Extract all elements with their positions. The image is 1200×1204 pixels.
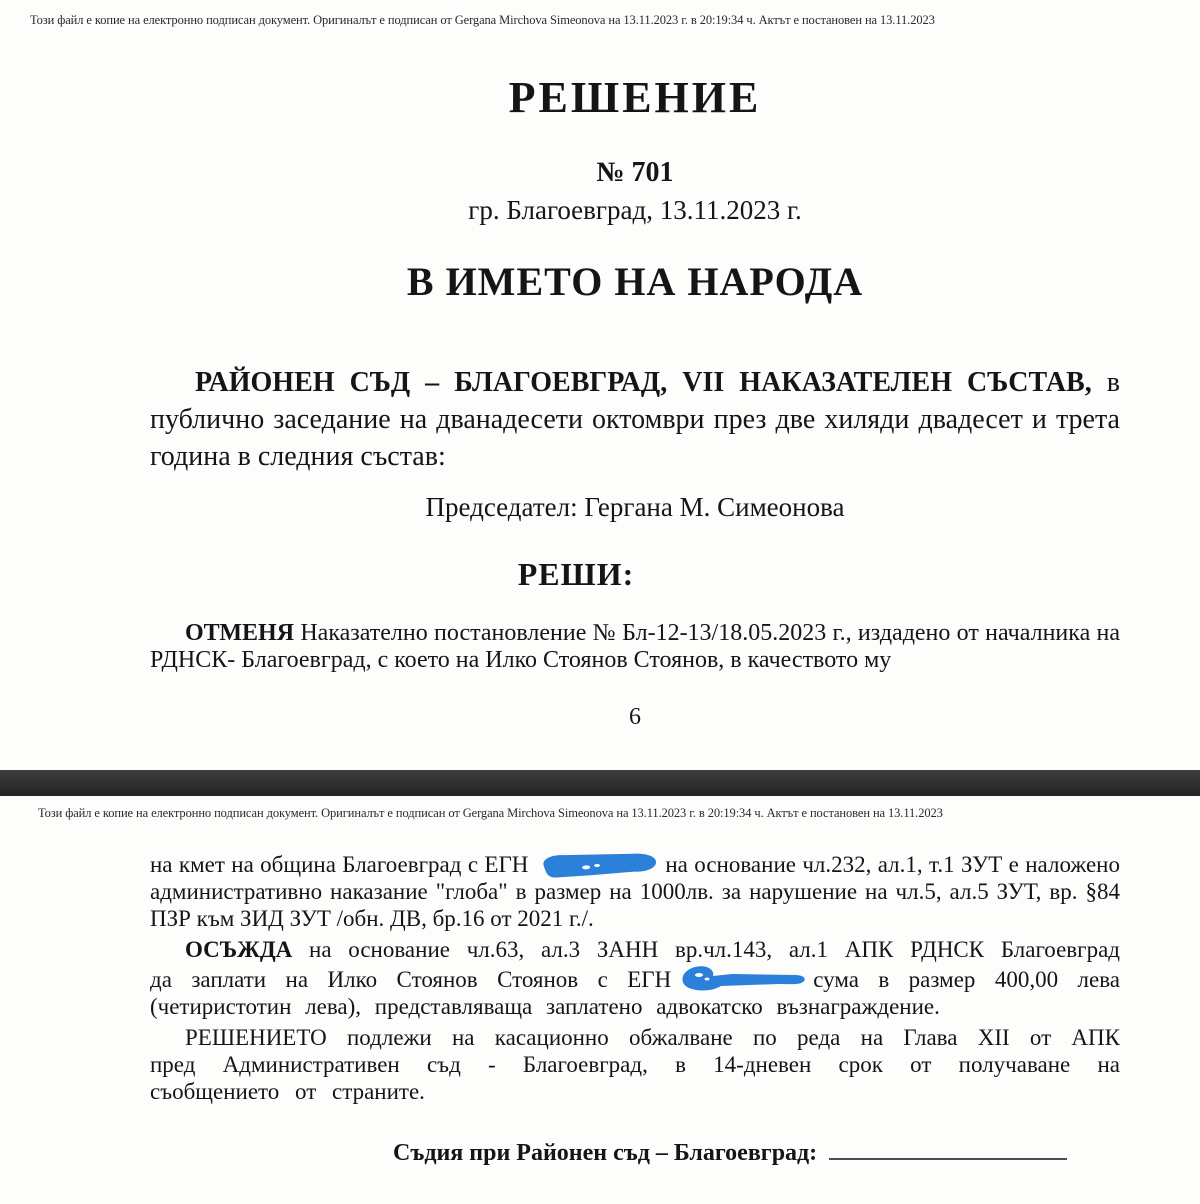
signature-label: Съдия при Районен съд – Благоевград: <box>393 1140 818 1166</box>
place-date-line: гр. Благоевград, 13.11.2023 г. <box>468 195 802 225</box>
page-break-bar <box>0 770 1200 796</box>
court-composition-paragraph <box>150 364 1120 475</box>
paragraph-osazhda <box>150 936 1120 1020</box>
page-number: 6 <box>629 704 641 730</box>
kmet-text-after: на основание чл.232, ал.1, т.1 ЗУТ е наложено административно наказание "глоба" в размер на 1000лв. за нарушение на чл.5, ал.5 ЗУТ, вр. §84 ПЗР към ЗИД ЗУТ /обн. ДВ, бр.16 от 2021 г./. <box>150 852 1120 931</box>
in-the-name-of-the-people-heading: В ИМЕТО НА НАРОДА <box>406 259 864 304</box>
osazhda-keyword: ОСЪЖДА <box>185 937 293 962</box>
judge-signature-line <box>393 1140 1067 1167</box>
paragraph-reshenieto: РЕШЕНИЕТО подлежи на касационно обжалване по реда на Глава XII от АПК пред Административен съд - Благоевград, в 14-дневен срок от получаване на съобщението от страните. <box>150 1025 1120 1104</box>
presiding-judge-line: Председател: Гергана М. Симеонова <box>425 492 845 522</box>
document-title: РЕШЕНИЕ <box>508 73 762 122</box>
redaction-egn-2-icon <box>677 963 807 993</box>
page2-body <box>150 850 1120 1109</box>
kmet-text-before: на кмет на община Благоевград с ЕГН <box>150 852 529 877</box>
paragraph-kmet <box>150 850 1120 932</box>
esignature-notice-page1: Този файл е копие на електронно подписан документ. Оригиналът е подписан от Gergana Mirchova Simeonova на 13.11.2023 г. в 20:19:34 ч. Актът е постановен на 13.11.2023 <box>30 13 935 27</box>
otmenya-keyword: ОТМЕНЯ <box>185 620 295 646</box>
osazhda-text-before: на основание чл.63, ал.3 ЗАНН вр.чл.143, ал.1 АПК РДНСК Благоевград да заплати на Илко Стоянов Стоянов с ЕГН <box>150 937 1120 992</box>
esignature-notice-page2: Този файл е копие на електронно подписан документ. Оригиналът е подписан от Gergana Mirchova Simeonova на 13.11.2023 г. в 20:19:34 ч. Актът е постановен на 13.11.2023 <box>38 806 943 820</box>
paragraph-otmenya <box>150 620 1120 674</box>
signature-blank-rule <box>829 1152 1067 1160</box>
court-name: РАЙОНЕН СЪД – БЛАГОЕВГРАД, VII НАКАЗАТЕЛЕН СЪСТАВ, <box>195 367 1092 398</box>
ruling-heading: РЕШИ: <box>517 556 635 592</box>
redaction-egn-1-icon <box>534 848 660 880</box>
otmenya-text: Наказателно постановление № Бл-12-13/18.05.2023 г., издадено от началника на РДНСК- Благоевград, с което на Илко Стоянов Стоянов, в качеството му <box>150 620 1121 673</box>
case-number: № 701 <box>596 157 674 188</box>
court-composition-text: в публично заседание на дванадесети октомври през две хиляди двадесет и трета година в следния състав: <box>150 367 1120 472</box>
osazhda-text-after: сума в размер 400,00 лева (четиристотин лева), представляваща заплатено адвокатско възнаграждение. <box>150 967 1120 1019</box>
